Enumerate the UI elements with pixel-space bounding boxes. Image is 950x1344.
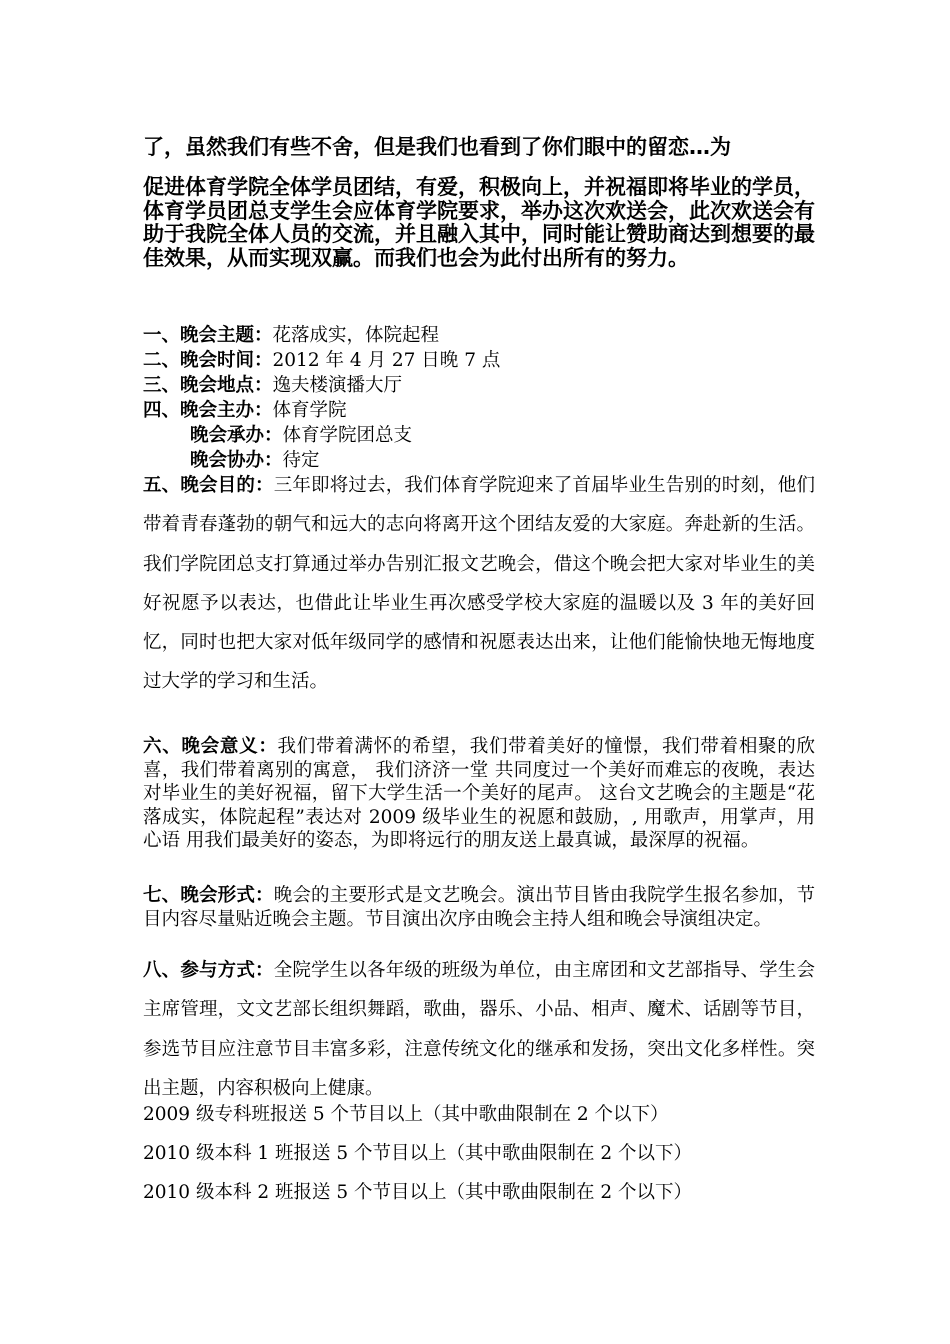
item-time <box>143 349 500 373</box>
section-text: 我们带着满怀的希望，我们带着美好的憧憬，我们带着相聚的欣喜，我们带着离别的寓意， 我们济济一堂 共同度过一个美好而难忘的夜晚，表达对毕业生的美好祝福，留下大学生活一个美好的尾声。 这台文艺晚会的主题是“花落成实，体院起程”表达对 2009 级毕业生的祝愿和鼓励，, 用歌声，用掌声，用心语 用我们最美好的姿态，为即将远行的朋友送上最真诚，最深厚的祝福。 <box>143 736 815 852</box>
quota-line: 2009 级专科班报送 5 个节目以上（其中歌曲限制在 2 个以下） <box>143 1104 669 1125</box>
section-label: 八、参与方式： <box>143 960 274 981</box>
section-meaning <box>143 735 815 853</box>
item-host <box>143 399 347 423</box>
item-value: 花落成实，体院起程 <box>272 325 440 346</box>
item-label: 二、晚会时间： <box>143 350 273 371</box>
item-location <box>143 374 402 398</box>
item-theme <box>143 324 439 348</box>
quota-line: 2010 级本科 2 班报送 5 个节目以上（其中歌曲限制在 2 个以下） <box>143 1182 693 1203</box>
item-value: 逸夫楼演播大厅 <box>272 375 403 396</box>
section-text: 三年即将过去，我们体育学院迎来了首届毕业生告别的时刻，他们带着青春蓬勃的朝气和远大的志向将离开这个团结友爱的大家庭。奔赴新的生活。我们学院团总支打算通过举办告别汇报文艺晚会，借这个晚会把大家对毕业生的美好祝愿予以表达，也借此让毕业生再次感受学校大家庭的温暖以及 3 年的美好回忆，同时也把大家对低年级同学的感情和祝愿表达出来，让他们能愉快地无悔地度过大学的学习和生活。 <box>143 475 815 693</box>
item-value: 体育学院团总支 <box>282 425 413 446</box>
section-text: 全院学生以各年级的班级为单位，由主席团和文艺部指导、学生会主席管理，文文艺部长组织舞蹈，歌曲，器乐、小品、相声、魔术、话剧等节目，参选节目应注意节目丰富多彩，注意传统文化的继承和发扬，突出文化多样性。突出主题，内容积极向上健康。 <box>143 960 815 1099</box>
quota-line: 2010 级本科 1 班报送 5 个节目以上（其中歌曲限制在 2 个以下） <box>143 1143 693 1164</box>
section-participation <box>143 951 815 1108</box>
item-label: 四、晚会主办： <box>143 400 273 421</box>
item-label: 一、晚会主题： <box>143 325 273 346</box>
item-value: 待定 <box>282 450 320 471</box>
item-label: 三、晚会地点： <box>143 375 273 396</box>
intro-paragraph: 促进体育学院全体学员团结，有爱，积极向上，并祝福即将毕业的学员，体育学员团总支学生会应体育学院要求，举办这次欢送会，此次欢送会有助于我院全体人员的交流，并且融入其中，同时能让赞助商达到想要的最佳效果，从而实现双赢。而我们也会为此付出所有的努力。 <box>143 175 815 270</box>
section-text: 晚会的主要形式是文艺晚会。演出节目皆由我院学生报名参加，节目内容尽量贴近晚会主题。节目演出次序由晚会主持人组和晚会导演组决定。 <box>143 885 815 930</box>
item-label: 晚会承办： <box>190 425 283 446</box>
intro-line: 了，虽然我们有些不舍，但是我们也看到了你们眼中的留恋…为 <box>143 135 731 159</box>
item-value: 体育学院 <box>272 400 347 421</box>
section-label: 七、晚会形式： <box>143 885 274 906</box>
section-label: 六、晚会意义： <box>143 736 278 757</box>
item-organizer <box>190 424 412 448</box>
item-label: 晚会协办： <box>190 450 283 471</box>
item-value: 2012 年 4 月 27 日晚 7 点 <box>272 350 501 371</box>
section-purpose <box>143 466 815 702</box>
section-form <box>143 884 815 931</box>
section-label: 五、晚会目的： <box>143 475 274 496</box>
